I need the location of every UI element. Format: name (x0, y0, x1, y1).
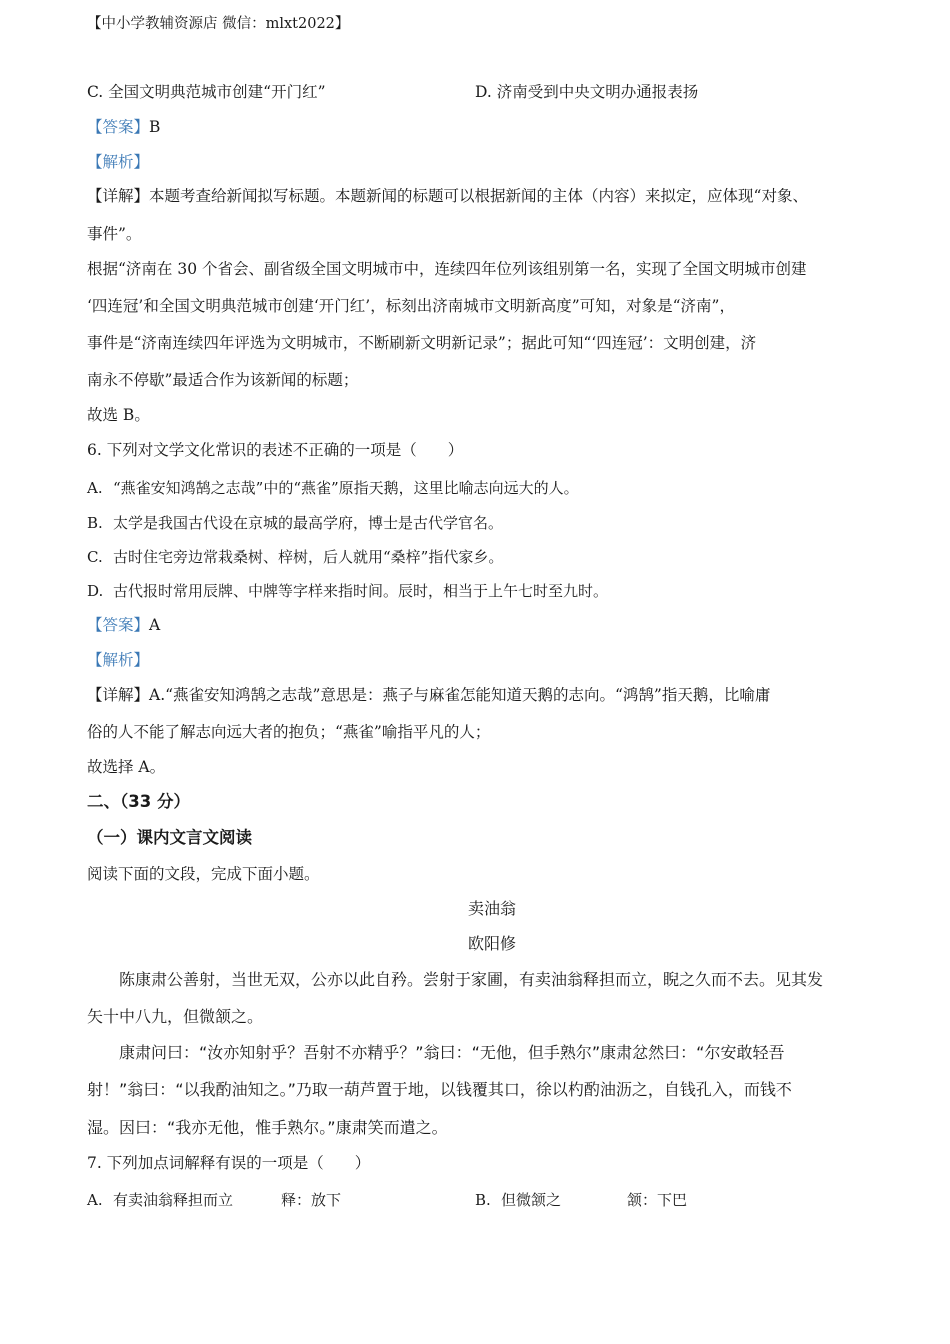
option-label: D. (87, 582, 104, 600)
passage-para1-line1: 陈康肃公善射，当世无双，公亦以此自矜。尝射于家圃，有卖油翁释担而立，睨之久而不去。见其发 (119, 970, 824, 989)
q6-stem: 6. 下列对文学文化常识的表述不正确的一项是（ ） (87, 441, 464, 459)
detail-text: A.“燕雀安知鸿鹄之志哉”意思是：燕子与麻雀怎能知道天鹅的志向。“鸿鹄”指天鹅，比喻庸 (149, 686, 771, 704)
answer-value: B (149, 118, 161, 136)
reading-instruction: 阅读下面的文段，完成下面小题。 (87, 865, 320, 883)
option-text: 古代报时常用辰牌、中牌等字样来指时间。辰时，相当于上午七时至九时。 (113, 582, 609, 600)
option-label: B. (87, 514, 103, 532)
answer-value: A (149, 616, 161, 634)
passage-title: 卖油翁 (467, 899, 516, 918)
q7-stem: 7. 下列加点词解释有误的一项是（ ） (87, 1154, 371, 1172)
option-text: 太学是我国古代设在京城的最高学府，博士是古代学官名。 (113, 514, 504, 532)
option-label: B. (475, 1191, 491, 1209)
option-label: A. (87, 479, 103, 497)
header-watermark: 【中小学教辅资源店 微信：mlxt2022】 (87, 16, 350, 32)
q7-option-b (475, 1190, 687, 1210)
option-text: “燕雀安知鸿鹄之志哉”中的“燕雀”原指天鹅，这里比喻志向远大的人。 (113, 479, 579, 497)
passage-para1-line2: 矢十中八九，但微颔之。 (87, 1007, 264, 1026)
q6-option-a (87, 478, 579, 498)
q5-detail-line3: 根据“济南在 30 个省会、副省级全国文明城市中，连续四年位列该组别第一名，实现了全国文明城市创建 (87, 260, 807, 278)
q5-detail-line1 (87, 186, 808, 206)
option-text: 有卖油翁释担而立 (113, 1191, 234, 1209)
q5-detail-line2: 事件”。 (87, 225, 142, 243)
q6-answer (87, 615, 160, 635)
section-sub-heading: （一）课内文言文阅读 (87, 828, 252, 847)
passage-para2-line1: 康肃问曰：“汝亦知射乎？吾射不亦精乎？”翁曰：“无他，但手熟尔”康肃忿然曰：“尔安敢轻吾 (119, 1043, 785, 1062)
q6-detail-line1 (87, 685, 770, 705)
q5-detail-line6: 南永不停歇”最适合作为该新闻的标题； (87, 371, 359, 389)
option-explanation: 释：放下 (281, 1191, 342, 1209)
q5-conclusion: 故选 B。 (87, 406, 150, 424)
option-text: 但微颔之 (501, 1191, 562, 1209)
option-label: A. (87, 1191, 103, 1209)
answer-label: 【答案】 (87, 616, 150, 634)
q5-option-d: D. 济南受到中央文明办通报表扬 (475, 83, 699, 101)
passage-para2-line2: 射！”翁曰：“以我酌油知之。”乃取一葫芦置于地，以钱覆其口，徐以杓酌油沥之，自钱孔入，而钱不 (87, 1080, 792, 1099)
q6-option-c (87, 547, 503, 567)
q6-detail-line2: 俗的人不能了解志向远大者的抱负；“燕雀”喻指平凡的人； (87, 723, 491, 741)
q5-detail-line5: 事件是“济南连续四年评选为文明城市，不断刷新文明新记录”；据此可知“‘四连冠’：文明创建，济 (87, 334, 757, 352)
option-explanation: 颔：下巴 (627, 1191, 688, 1209)
q7-option-a (87, 1190, 341, 1210)
option-text: 古时住宅旁边常栽桑树、梓树，后人就用“桑梓”指代家乡。 (113, 548, 504, 566)
option-label: C. (87, 548, 103, 566)
q5-answer (87, 117, 160, 137)
q5-option-c: C. 全国文明典范城市创建“开门红” (87, 83, 326, 101)
detail-text: 本题考查给新闻拟写标题。本题新闻的标题可以根据新闻的主体（内容）来拟定，应体现“对象、 (149, 187, 808, 205)
q6-option-d (87, 581, 608, 601)
passage-author: 欧阳修 (467, 934, 516, 953)
detail-label: 【详解】 (87, 686, 150, 704)
q5-analysis-label: 【解析】 (87, 153, 150, 171)
q6-conclusion: 故选择 A。 (87, 758, 166, 776)
q5-detail-line4: ‘四连冠’和全国文明典范城市创建‘开门红’，标刻出济南城市文明新高度”可知，对象是“济南”， (87, 297, 735, 315)
q6-option-b (87, 513, 503, 533)
detail-label: 【详解】 (87, 187, 150, 205)
passage-para2-line3: 湿。因曰：“我亦无他，惟手熟尔。”康肃笑而遣之。 (87, 1118, 448, 1137)
answer-label: 【答案】 (87, 118, 150, 136)
section-heading: 二、（33 分） (87, 792, 190, 811)
q6-analysis-label: 【解析】 (87, 651, 150, 669)
